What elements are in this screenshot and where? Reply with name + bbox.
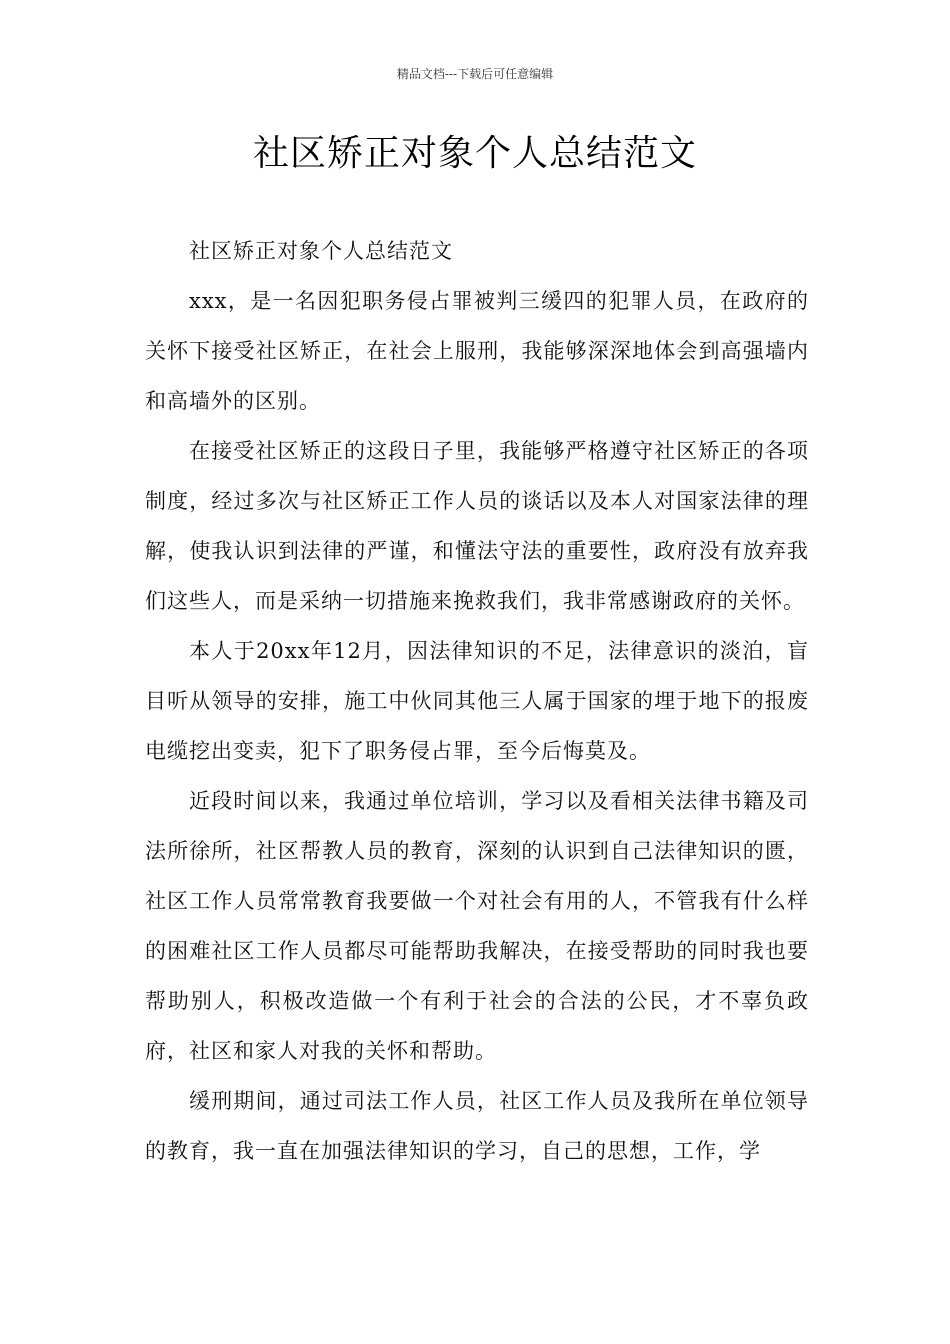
- paragraph-4: 近段时间以来，我通过单位培训，学习以及看相关法律书籍及司法所徐所，社区帮教人员的教育，深刻的认识到自己法律知识的匮，社区工作人员常常教育我要做一个对社会有用的人，不管我有什么样的困难社区工作人员都尽可能帮助我解决，在接受帮助的同时我也要帮助别人，积极改造做一个有利于社会的合法的公民，才不辜负政府，社区和家人对我的关怀和帮助。: [145, 789, 809, 1063]
- paragraph-1: xxx，是一名因犯职务侵占罪被判三缓四的犯罪人员，在政府的关怀下接受社区矫正，在社会上服刑，我能够深深地体会到高强墙内和高墙外的区别。: [145, 289, 809, 413]
- paragraph-subtitle: 社区矫正对象个人总结范文: [189, 239, 453, 263]
- paragraph-2: 在接受社区矫正的这段日子里，我能够严格遵守社区矫正的各项制度，经过多次与社区矫正工作人员的谈话以及本人对国家法律的理解，使我认识到法律的严谨，和懂法守法的重要性，政府没有放弃我们这些人，而是采纳一切措施来挽救我们，我非常感谢政府的关怀。: [145, 439, 809, 613]
- paragraph-3: 本人于20xx年12月，因法律知识的不足，法律意识的淡泊，盲目听从领导的安排，施工中伙同其他三人属于国家的埋于地下的报废电缆挖出变卖，犯下了职务侵占罪，至今后悔莫及。: [145, 639, 809, 763]
- paragraph-5: 缓刑期间，通过司法工作人员，社区工作人员及我所在单位领导的教育，我一直在加强法律知识的学习，自己的思想，工作，学: [145, 1089, 809, 1163]
- header-note: 精品文档---下载后可任意编辑: [396, 67, 554, 81]
- document-title: 社区矫正对象个人总结范文: [252, 133, 697, 174]
- document-body: [145, 226, 809, 1176]
